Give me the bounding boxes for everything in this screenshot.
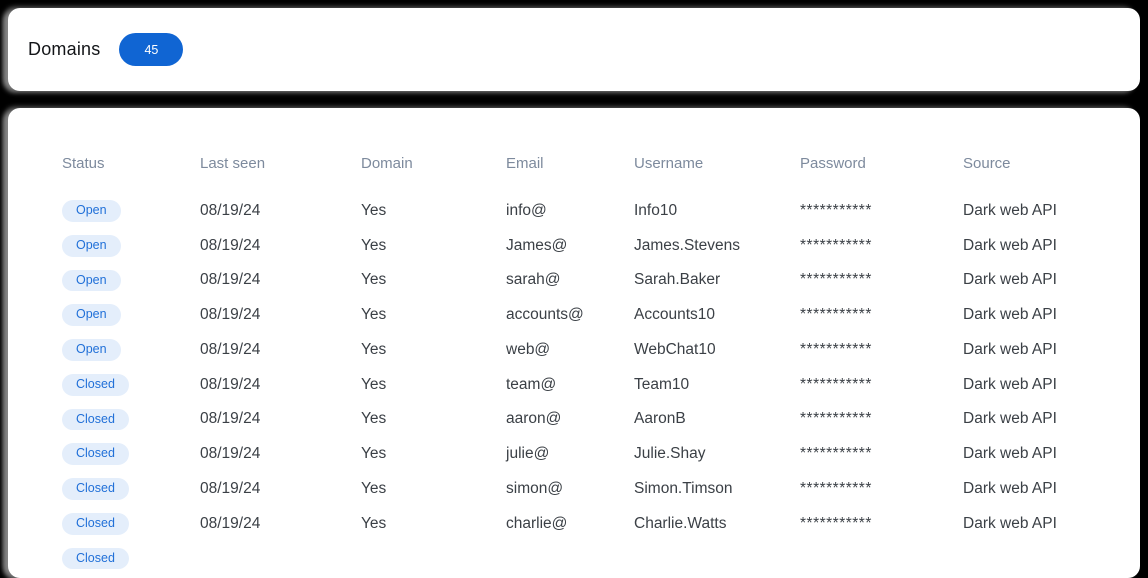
last-seen-cell: 08/19/24 (200, 236, 261, 254)
last-seen-cell: 08/19/24 (200, 375, 261, 393)
domain-cell: Yes (361, 375, 387, 393)
username-cell: Accounts10 (634, 306, 715, 324)
username-cell: Simon.Timson (634, 479, 733, 497)
password-cell: *********** (800, 375, 872, 393)
column-header-username: Username (634, 154, 704, 172)
status-badge: Open (62, 235, 121, 257)
status-cell (62, 443, 200, 465)
username-cell: WebChat10 (634, 340, 716, 358)
email-cell: aaron@ (506, 410, 562, 428)
status-cell (62, 548, 200, 570)
last-seen-cell: 08/19/24 (200, 201, 261, 219)
status-cell (62, 478, 200, 500)
status-cell (62, 374, 200, 396)
status-badge: Closed (62, 409, 129, 431)
email-cell: accounts@ (506, 306, 584, 324)
status-badge: Closed (62, 513, 129, 535)
column-header-source: Source (963, 154, 1011, 172)
source-cell: Dark web API (963, 271, 1057, 289)
table-row[interactable] (8, 506, 1140, 541)
table-row[interactable] (8, 402, 1140, 437)
username-cell: Info10 (634, 201, 678, 219)
status-badge: Open (62, 200, 121, 222)
domains-count-badge: 45 (119, 33, 183, 66)
status-cell (62, 409, 200, 431)
domain-cell: Yes (361, 479, 387, 497)
status-badge: Closed (62, 374, 129, 396)
source-cell: Dark web API (963, 340, 1057, 358)
password-cell: *********** (800, 271, 872, 289)
table-row[interactable] (8, 333, 1140, 368)
email-cell: charlie@ (506, 514, 568, 532)
username-cell: James.Stevens (634, 236, 740, 254)
domain-cell: Yes (361, 514, 387, 532)
table-row[interactable] (8, 541, 1140, 576)
domain-cell: Yes (361, 236, 387, 254)
email-cell: julie@ (506, 445, 550, 463)
column-header-email: Email (506, 154, 544, 172)
status-badge: Open (62, 270, 121, 292)
last-seen-cell: 08/19/24 (200, 479, 261, 497)
source-cell: Dark web API (963, 306, 1057, 324)
username-cell: Julie.Shay (634, 445, 706, 463)
status-badge: Closed (62, 443, 129, 465)
source-cell: Dark web API (963, 201, 1057, 219)
status-cell (62, 235, 200, 257)
last-seen-cell: 08/19/24 (200, 306, 261, 324)
password-cell: *********** (800, 340, 872, 358)
domain-cell: Yes (361, 201, 387, 219)
status-badge: Closed (62, 548, 129, 570)
table-row[interactable] (8, 228, 1140, 263)
email-cell: info@ (506, 201, 547, 219)
email-cell: James@ (506, 236, 568, 254)
status-cell (62, 339, 200, 361)
status-badge: Open (62, 304, 121, 326)
password-cell: *********** (800, 514, 872, 532)
username-cell: AaronB (634, 410, 686, 428)
column-header-status: Status (62, 154, 105, 172)
last-seen-cell: 08/19/24 (200, 514, 261, 532)
domain-cell: Yes (361, 410, 387, 428)
last-seen-cell: 08/19/24 (200, 410, 261, 428)
table-row[interactable] (8, 263, 1140, 298)
status-cell (62, 200, 200, 222)
table-row[interactable] (8, 194, 1140, 229)
last-seen-cell: 08/19/24 (200, 271, 261, 289)
table-row[interactable] (8, 437, 1140, 472)
password-cell: *********** (800, 201, 872, 219)
table-body (8, 194, 1140, 576)
column-header-domain: Domain (361, 154, 413, 172)
page-title: Domains (28, 39, 101, 59)
domains-header-bar (8, 8, 1140, 91)
email-cell: simon@ (506, 479, 564, 497)
password-cell: *********** (800, 410, 872, 428)
last-seen-cell: 08/19/24 (200, 445, 261, 463)
source-cell: Dark web API (963, 479, 1057, 497)
table-row[interactable] (8, 472, 1140, 507)
source-cell: Dark web API (963, 410, 1057, 428)
username-cell: Charlie.Watts (634, 514, 727, 532)
password-cell: *********** (800, 236, 872, 254)
breach-results-card (8, 108, 1140, 578)
source-cell: Dark web API (963, 514, 1057, 532)
status-cell (62, 270, 200, 292)
domain-cell: Yes (361, 306, 387, 324)
source-cell: Dark web API (963, 236, 1057, 254)
source-cell: Dark web API (963, 445, 1057, 463)
column-header-password: Password (800, 154, 866, 172)
status-cell (62, 513, 200, 535)
username-cell: Team10 (634, 375, 690, 393)
username-cell: Sarah.Baker (634, 271, 721, 289)
email-cell: sarah@ (506, 271, 561, 289)
status-badge: Closed (62, 478, 129, 500)
password-cell: *********** (800, 479, 872, 497)
password-cell: *********** (800, 306, 872, 324)
password-cell: *********** (800, 445, 872, 463)
domain-cell: Yes (361, 445, 387, 463)
table-row[interactable] (8, 298, 1140, 333)
status-cell (62, 304, 200, 326)
domain-cell: Yes (361, 340, 387, 358)
status-badge: Open (62, 339, 121, 361)
last-seen-cell: 08/19/24 (200, 340, 261, 358)
column-header-last-seen: Last seen (200, 154, 266, 172)
table-header-row (8, 153, 1140, 173)
source-cell: Dark web API (963, 375, 1057, 393)
table-row[interactable] (8, 367, 1140, 402)
email-cell: team@ (506, 375, 557, 393)
domain-cell: Yes (361, 271, 387, 289)
email-cell: web@ (506, 340, 551, 358)
